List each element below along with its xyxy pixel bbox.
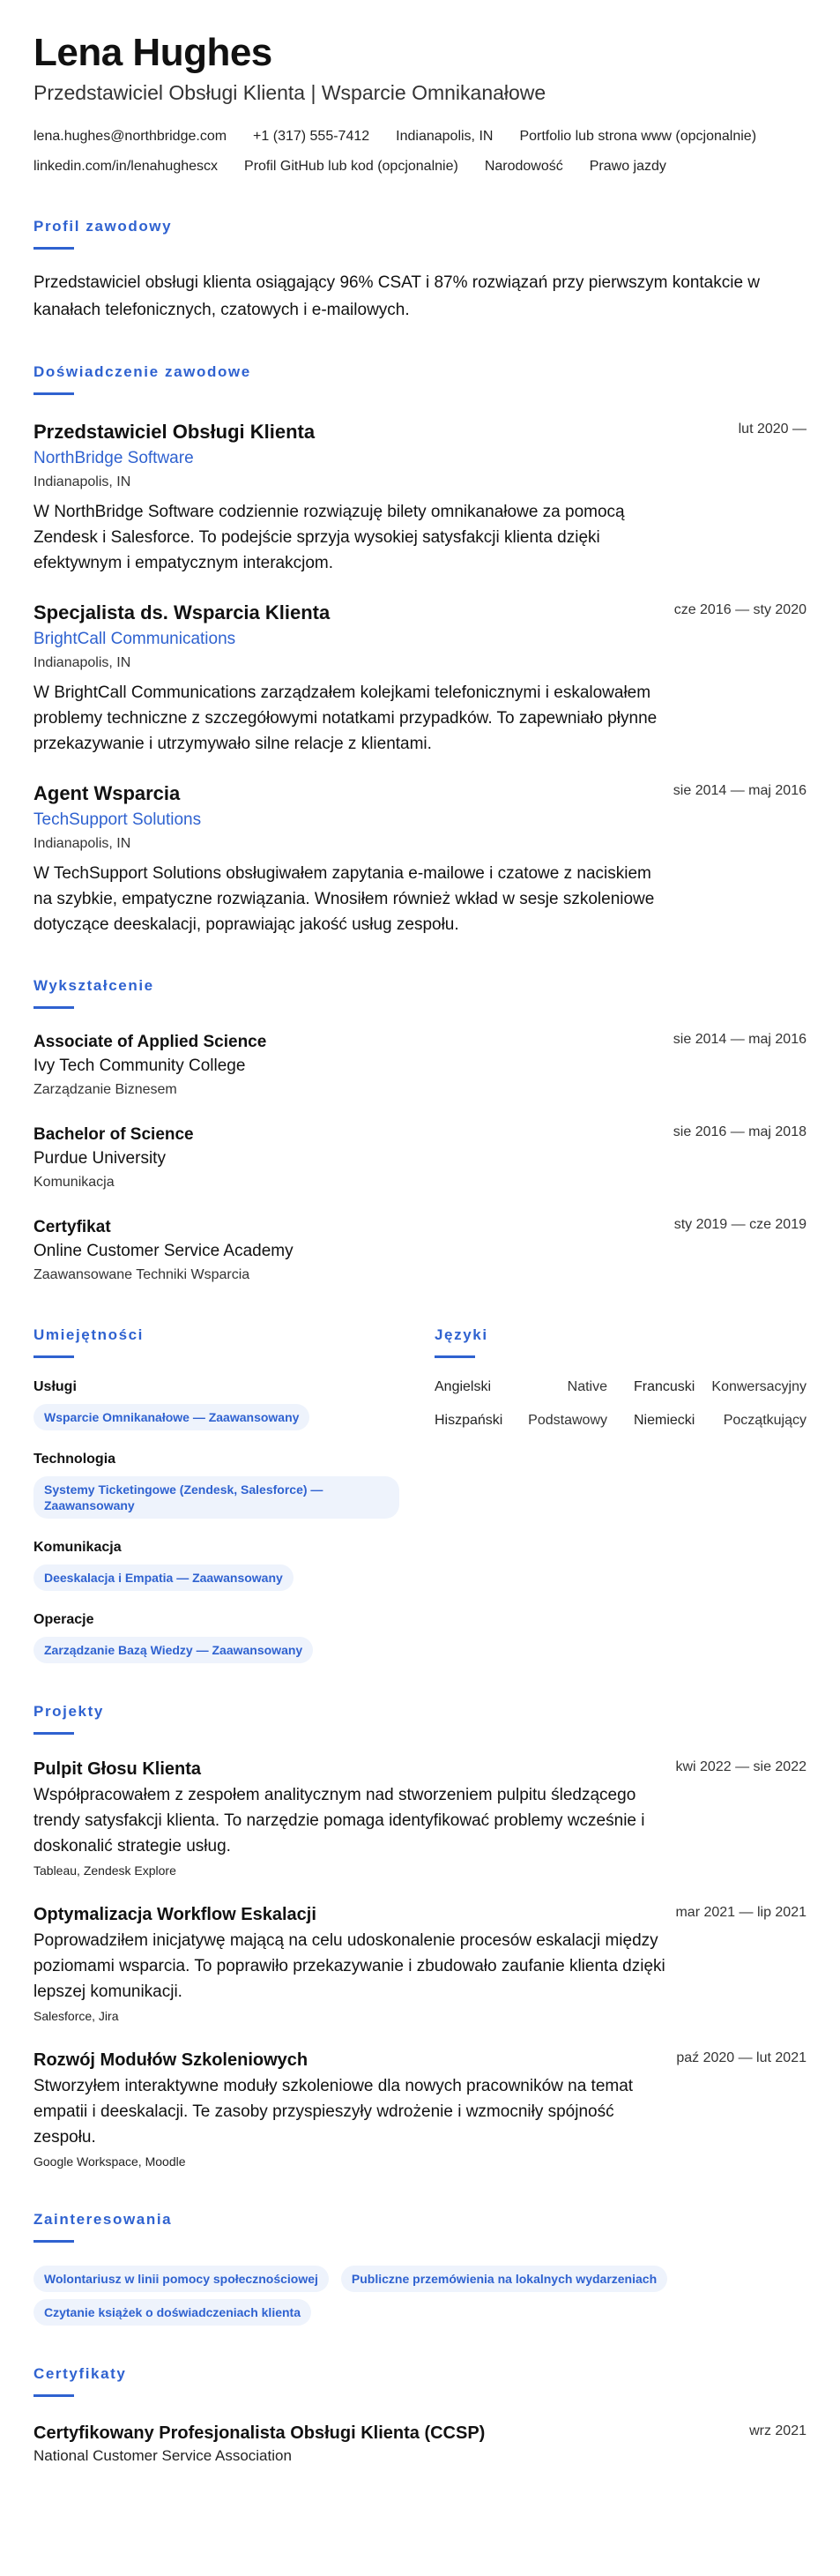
languages-section (435, 1325, 807, 1663)
degree-name: Bachelor of Science (33, 1125, 194, 1144)
school-name: Purdue University (33, 1149, 166, 1168)
project-entry (33, 1903, 807, 2026)
job-title: Specjalista ds. Wsparcia Klienta (33, 601, 331, 623)
section-title: Języki (435, 1326, 488, 1343)
skill-category: Operacje (33, 1612, 94, 1627)
contact-driving-license: Prawo jazdy (589, 159, 666, 174)
language-item (634, 1411, 807, 1430)
project-dates: mar 2021 — lip 2021 (675, 1905, 807, 1920)
experience-section (33, 362, 807, 937)
interest-tag: Czytanie książek o doświadczeniach klienta (33, 2299, 311, 2326)
language-item (435, 1411, 607, 1430)
certificates-section (33, 2364, 807, 2468)
section-divider (33, 2240, 74, 2243)
company-name: BrightCall Communications (33, 630, 236, 648)
candidate-name: Lena Hughes (33, 31, 272, 74)
job-location: Indianapolis, IN (33, 836, 131, 851)
section-divider (33, 247, 74, 250)
section-divider (33, 1006, 74, 1009)
contact-linkedin[interactable]: linkedin.com/in/lenahughescx (33, 159, 219, 174)
contact-github[interactable]: Profil GitHub lub kod (opcjonalnie) (244, 159, 458, 174)
experience-entry (33, 781, 807, 937)
job-description: W TechSupport Solutions obsługiwałem zapytania e-mailowe i czatowe z naciskiem na szybkie, empatyczne rozwiązania. Wnosiłem również wkład w sesje szkoleniowe dotyczące deeskalacji, poprawiając jakość usług zespołu. (33, 864, 655, 934)
project-entry (33, 2049, 807, 2171)
company-name: TechSupport Solutions (33, 810, 202, 829)
degree-name: Certyfikat (33, 1218, 111, 1236)
skill-category: Usługi (33, 1379, 77, 1394)
field-of-study: Zaawansowane Techniki Wsparcia (33, 1267, 250, 1282)
company-name: NorthBridge Software (33, 449, 194, 467)
job-title: Przedstawiciel Obsługi Klienta (33, 421, 316, 443)
skills-section (33, 1325, 399, 1663)
education-entry (33, 1215, 807, 1287)
project-title: Optymalizacja Workflow Eskalacji (33, 1905, 316, 1924)
language-item (435, 1378, 607, 1397)
project-tools: Tableau, Zendesk Explore (33, 1863, 176, 1878)
interest-tag: Publiczne przemówienia na lokalnych wydarzeniach (341, 2266, 667, 2292)
section-title: Doświadczenie zawodowe (33, 363, 251, 380)
section-divider (33, 2394, 74, 2397)
summary-section (33, 217, 807, 324)
section-divider (33, 1355, 74, 1358)
job-title: Agent Wsparcia (33, 782, 181, 804)
summary-text: Przedstawiciel obsługi klienta osiągający 96% CSAT i 87% rozwiązań przy pierwszym kontakcie w kanałach telefonicznych, czatowych i e-mailowych. (33, 273, 761, 319)
section-title: Profil zawodowy (33, 218, 173, 235)
job-location: Indianapolis, IN (33, 655, 131, 670)
section-title: Projekty (33, 1703, 104, 1720)
project-title: Rozwój Modułów Szkoleniowych (33, 2050, 308, 2070)
language-name: Hiszpański (435, 1413, 503, 1428)
school-name: Ivy Tech Community College (33, 1057, 246, 1075)
projects-section (33, 1702, 807, 2171)
language-level: Native (567, 1379, 607, 1394)
skill-tag: Wsparcie Omnikanałowe — Zaawansowany (33, 1404, 309, 1430)
section-title: Zainteresowania (33, 2211, 173, 2228)
language-name: Niemiecki (634, 1413, 695, 1428)
project-dates: paź 2020 — lut 2021 (676, 2050, 807, 2065)
skill-tag: Systemy Ticketingowe (Zendesk, Salesforce) — Zaawansowany (33, 1476, 399, 1519)
section-title: Certyfikaty (33, 2365, 127, 2382)
contact-location: Indianapolis, IN (396, 129, 494, 144)
education-entry (33, 1123, 807, 1194)
field-of-study: Zarządzanie Biznesem (33, 1082, 177, 1097)
section-divider (435, 1355, 475, 1358)
education-dates: sie 2014 — maj 2016 (673, 1032, 807, 1047)
project-title: Pulpit Głosu Klienta (33, 1759, 202, 1779)
interest-tag: Wolontariusz w linii pomocy społecznościowej (33, 2266, 329, 2292)
language-name: Angielski (435, 1379, 492, 1394)
skill-tag: Deeskalacja i Empatia — Zaawansowany (33, 1564, 294, 1591)
contact-portfolio[interactable]: Portfolio lub strona www (opcjonalnie) (519, 129, 757, 144)
job-location: Indianapolis, IN (33, 474, 131, 489)
project-description: Współpracowałem z zespołem analitycznym nad stworzeniem pulpitu śledzącego trendy satysfakcji klienta. To narzędzie pomaga identyfikować problemy wcześnie i doskonalić strategie usług. (33, 1786, 645, 1855)
section-title: Umiejętności (33, 1326, 145, 1343)
language-name: Francuski (634, 1379, 695, 1394)
field-of-study: Komunikacja (33, 1175, 115, 1190)
contact-email[interactable]: lena.hughes@northbridge.com (33, 129, 227, 144)
job-dates: sie 2014 — maj 2016 (673, 783, 807, 798)
language-level: Podstawowy (528, 1413, 607, 1428)
language-level: Konwersacyjny (711, 1379, 807, 1394)
contact-info (33, 122, 807, 182)
skill-tag: Zarządzanie Bazą Wiedzy — Zaawansowany (33, 1637, 313, 1663)
section-title: Wykształcenie (33, 977, 154, 994)
skill-category: Technologia (33, 1452, 116, 1467)
job-description: W BrightCall Communications zarządzałem kolejkami telefonicznymi i eskalowałem problemy techniczne z szczegółowymi notatkami przypadków. To zapewniało płynne przekazywanie i utrzymywało silne relacje z klientami. (33, 683, 658, 753)
resume-header (33, 30, 807, 182)
project-entry (33, 1758, 807, 1880)
language-level: Początkujący (723, 1413, 807, 1428)
skills-languages-row (33, 1325, 807, 1663)
project-tools: Google Workspace, Moodle (33, 2154, 186, 2169)
section-divider (33, 1732, 74, 1735)
job-description: W NorthBridge Software codziennie rozwiązuję bilety omnikanałowe za pomocą Zendesk i Salesforce. To podejście sprzyja wysokiej satysfakcji klienta dzięki efektywnym i empatycznym interakcjom. (33, 503, 625, 572)
certificate-date: wrz 2021 (749, 2423, 807, 2438)
experience-entry (33, 601, 807, 757)
school-name: Online Customer Service Academy (33, 1242, 294, 1260)
certificate-title: Certyfikowany Profesjonalista Obsługi Klienta (CCSP) (33, 2423, 486, 2443)
candidate-headline: Przedstawiciel Obsługi Klienta | Wsparcie Omnikanałowe (33, 81, 546, 104)
interests-section (33, 2210, 807, 2326)
job-dates: lut 2020 — (738, 422, 807, 437)
interests-list (33, 2259, 807, 2326)
languages-list (435, 1378, 807, 1445)
education-dates: sie 2016 — maj 2018 (673, 1124, 807, 1139)
education-entry (33, 1030, 807, 1101)
education-dates: sty 2019 — cze 2019 (673, 1217, 807, 1232)
certificate-entry (33, 2422, 807, 2468)
experience-entry (33, 420, 807, 576)
degree-name: Associate of Applied Science (33, 1033, 267, 1051)
project-description: Stworzyłem interaktywne moduły szkoleniowe dla nowych pracowników na temat empatii i deeskalacji. Te zasoby przyspieszyły wdrożenie i wzmocniły spójność zespołu. (33, 2077, 634, 2147)
education-section (33, 976, 807, 1287)
section-divider (33, 392, 74, 395)
project-description: Poprowadziłem inicjatywę mającą na celu udoskonalenie procesów eskalacji między poziomami wsparcia. To poprawiło przekazywanie i zbudowało zaufanie klienta dzięki lepszej komunikacji. (33, 1931, 665, 2001)
project-tools: Salesforce, Jira (33, 2009, 119, 2023)
language-item (634, 1378, 807, 1397)
job-dates: cze 2016 — sty 2020 (673, 602, 807, 617)
contact-nationality: Narodowość (484, 159, 563, 174)
certificate-issuer: National Customer Service Association (33, 2447, 292, 2464)
skill-category: Komunikacja (33, 1540, 122, 1555)
project-dates: kwi 2022 — sie 2022 (675, 1759, 807, 1774)
contact-phone[interactable]: +1 (317) 555-7412 (253, 129, 370, 144)
